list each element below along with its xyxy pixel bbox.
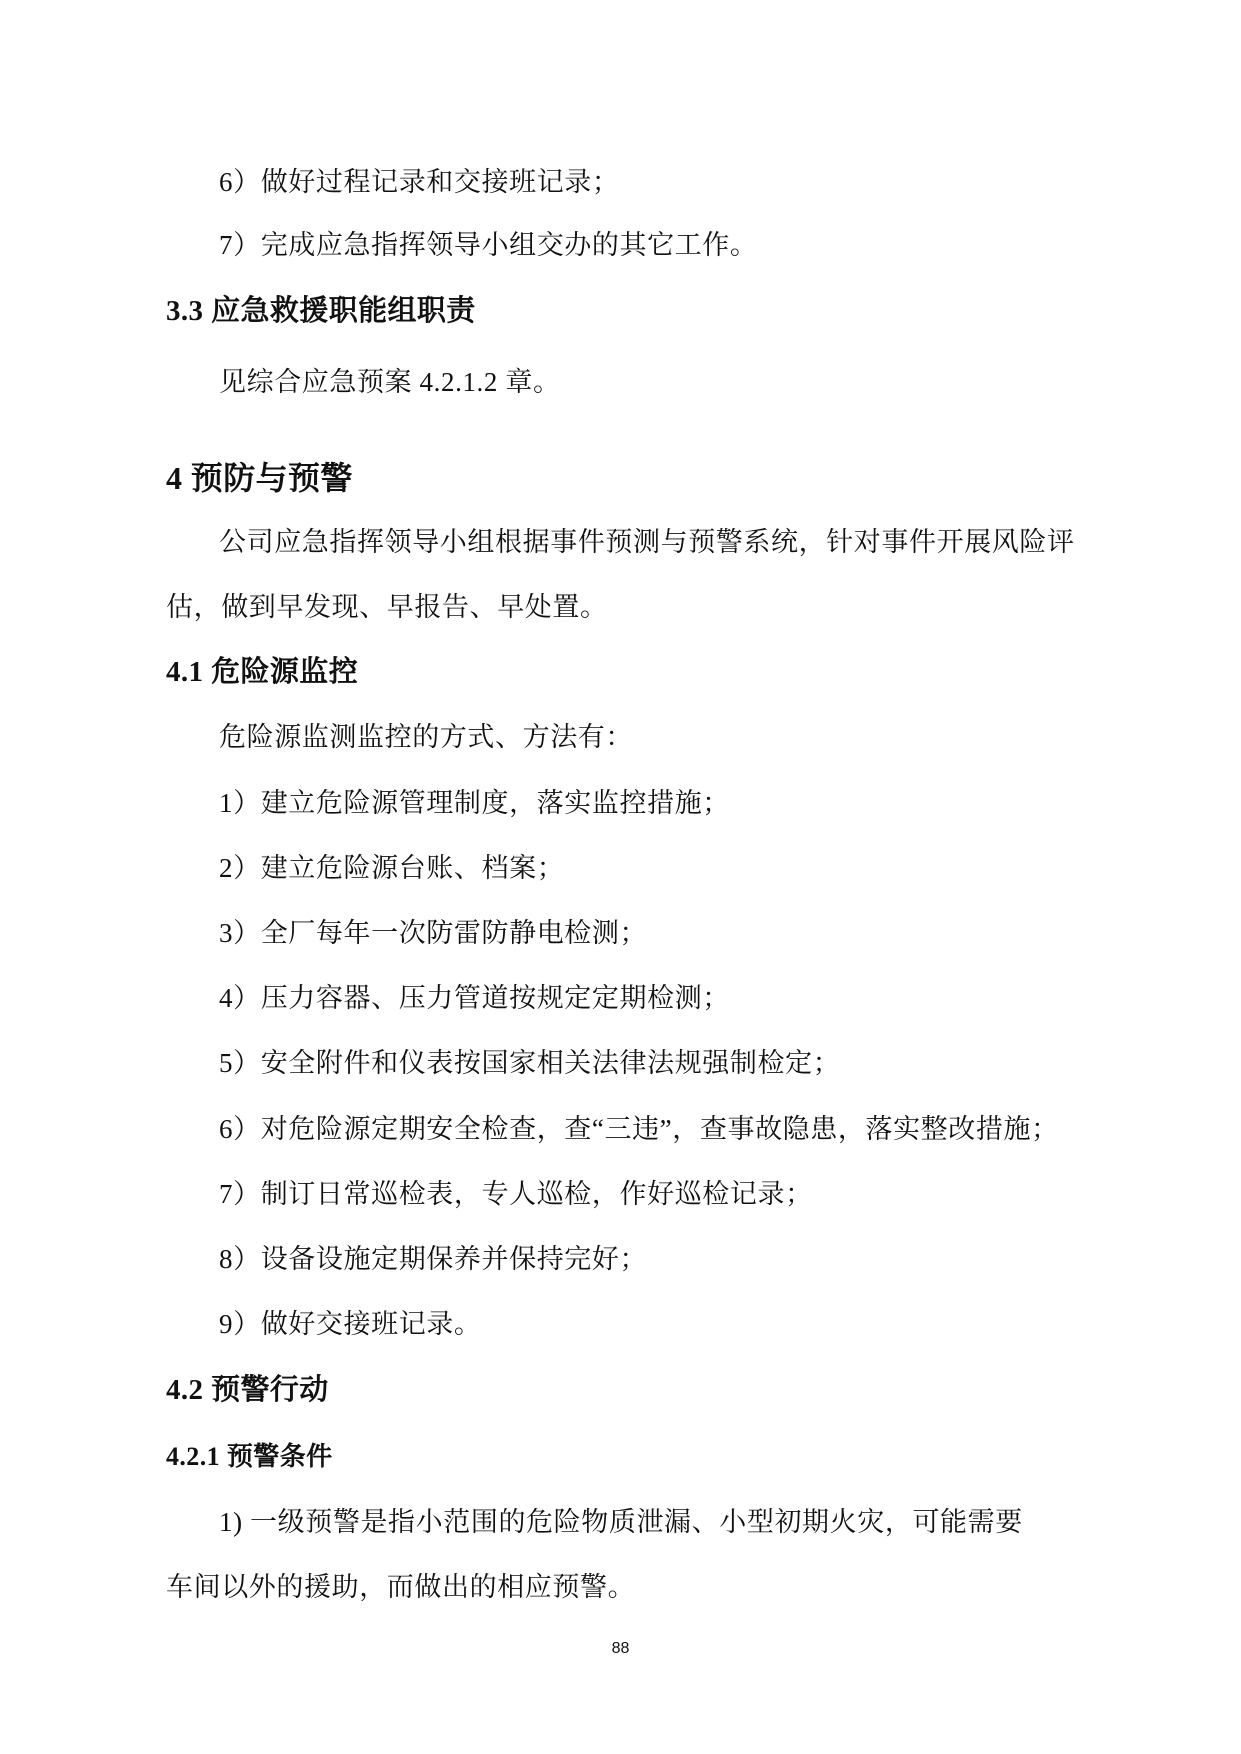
page-number: 88 (611, 1640, 630, 1657)
list-item: 7）制订日常巡检表，专人巡检，作好巡检记录； (219, 1179, 813, 1209)
list-item: 4）压力容器、压力管道按规定定期检测； (219, 983, 730, 1013)
section-4-paragraph-line: 公司应急指挥领导小组根据事件预测与预警系统，针对事件开展风险评 (219, 527, 1075, 557)
list-item: 6）做好过程记录和交接班记录； (219, 167, 620, 197)
section-heading-3-3: 3.3 应急救援职能组职责 (166, 295, 476, 327)
list-item: 5）安全附件和仪表按国家相关法律法规强制检定； (219, 1048, 841, 1078)
section-4-1-intro: 危险源监测监控的方式、方法有： (219, 722, 633, 752)
list-item: 7）完成应急指挥领导小组交办的其它工作。 (219, 230, 758, 260)
section-heading-4-1: 4.1 危险源监控 (166, 656, 359, 688)
subsection-4-2-1-paragraph-line: 车间以外的援助，而做出的相应预警。 (166, 1572, 636, 1602)
section-heading-4: 4 预防与预警 (166, 460, 353, 496)
list-item: 2）建立危险源台账、档案； (219, 853, 565, 883)
list-item: 6）对危险源定期安全检查，查“三违”，查事故隐患，落实整改措施； (219, 1114, 1059, 1144)
section-4-paragraph-line: 估，做到早发现、早报告、早处置。 (166, 592, 608, 622)
section-heading-4-2: 4.2 预警行动 (166, 1374, 329, 1406)
subsection-heading-4-2-1: 4.2.1 预警条件 (166, 1442, 333, 1471)
list-item: 8）设备设施定期保养并保持完好； (219, 1244, 648, 1274)
list-item: 9）做好交接班记录。 (219, 1309, 482, 1339)
section-3-3-body: 见综合应急预案 4.2.1.2 章。 (219, 367, 561, 397)
list-item: 3）全厂每年一次防雷防静电检测； (219, 918, 648, 948)
subsection-4-2-1-paragraph-line: 1) 一级预警是指小范围的危险物质泄漏、小型初期火灾，可能需要 (219, 1507, 1023, 1537)
list-item: 1）建立危险源管理制度，落实监控措施； (219, 788, 730, 818)
